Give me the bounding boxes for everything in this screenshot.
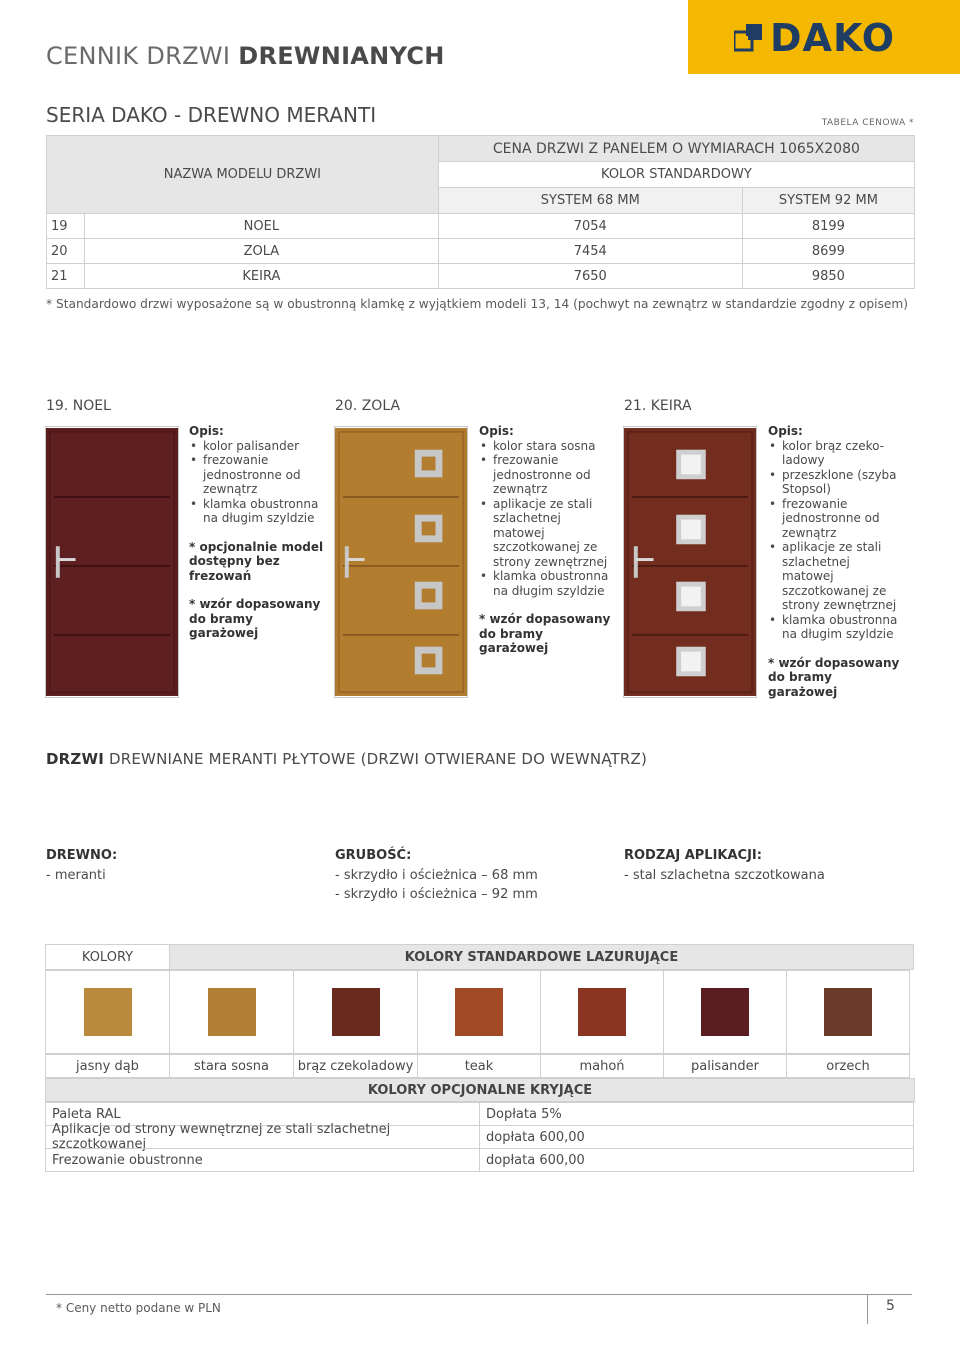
section-title-bold: DRZWI — [46, 750, 105, 768]
application-value: - stal szlachetna szczotkowana — [624, 868, 825, 883]
list-item: • aplikacje ze stali szlachetnej matowej szczotkowanej ze strony zewnętrznej — [768, 540, 903, 613]
color-swatch-braz-czekoladowy — [332, 988, 380, 1036]
color-name: jasny dąb — [45, 1054, 170, 1078]
row-price-92: 8699 — [742, 239, 914, 264]
page-number-divider — [867, 1294, 868, 1324]
list-item: • frezowanie jednostronne od zewnątrz — [189, 453, 324, 497]
door-note: * wzór dopasowany do bramy garażowej — [479, 612, 611, 655]
price-header: CENA DRZWI Z PANELEM O WYMIARACH 1065X2080 — [438, 136, 914, 162]
option-name: Frezowanie obustronne — [45, 1148, 480, 1172]
list-item: • kolor stara sosna — [479, 439, 614, 454]
color-name: brąz czekoladowy — [293, 1054, 418, 1078]
row-price-68: 7454 — [438, 239, 742, 264]
application-heading: RODZAJ APLIKACJI: — [624, 848, 762, 863]
wood-value: - meranti — [46, 868, 106, 883]
row-number: 20 — [47, 239, 85, 264]
system-92-header: SYSTEM 92 MM — [742, 188, 914, 214]
swatch-cell — [663, 970, 787, 1054]
swatch-cell — [169, 970, 294, 1054]
row-model: ZOLA — [85, 239, 439, 264]
footnote-prices: * Ceny netto podane w PLN — [56, 1301, 221, 1315]
option-price: dopłata 600,00 — [479, 1148, 914, 1172]
list-item: • kolor palisander — [189, 439, 324, 454]
door-description-keira — [768, 424, 903, 699]
door-description-noel — [189, 424, 324, 641]
table-tag: TABELA CENOWA * — [821, 118, 914, 128]
list-item: • klamka obustronna na długim szyldzie — [479, 569, 614, 598]
swatch-names-row — [46, 1055, 915, 1079]
optional-colors-header: KOLORY OPCJONALNE KRYJĄCE — [45, 1078, 915, 1102]
document-title — [46, 42, 445, 70]
color-swatch-stara-sosna — [208, 988, 256, 1036]
door-label-zola: 20. ZOLA — [335, 398, 401, 414]
thickness-value-68: - skrzydło i ościeżnica – 68 mm — [335, 868, 538, 883]
thickness-heading: GRUBOŚĆ: — [335, 848, 412, 863]
list-item: • przeszklone (szyba Stopsol) — [768, 468, 903, 497]
option-row — [46, 1122, 915, 1152]
option-row — [46, 1149, 915, 1172]
color-name: stara sosna — [169, 1054, 294, 1078]
table-row — [47, 239, 915, 264]
row-price-68: 7054 — [438, 214, 742, 239]
swatch-row — [46, 971, 915, 1055]
color-name: palisander — [663, 1054, 787, 1078]
color-name: orzech — [786, 1054, 910, 1078]
door-label-noel: 19. NOEL — [46, 398, 111, 414]
title-bold: DREWNIANYCH — [238, 42, 445, 70]
door-note: * wzór dopasowany do bramy garażowej — [768, 655, 900, 699]
list-item: • aplikacje ze stali szlachetnej matowej szczotkowanej ze strony zewnętrznej — [479, 497, 614, 570]
series-title: SERIA DAKO - DREWNO MERANTI — [46, 103, 377, 127]
option-price: dopłata 600,00 — [479, 1125, 914, 1149]
door-note: * opcjonalnie model dostępny bez frezowań — [189, 539, 324, 583]
swatch-cell — [417, 970, 541, 1054]
section-title — [46, 750, 647, 768]
color-header: KOLOR STANDARDOWY — [438, 162, 914, 188]
swatch-cell — [540, 970, 664, 1054]
opis-label: Opis: — [479, 424, 514, 438]
footer-divider — [46, 1294, 912, 1295]
door-note: * wzór dopasowany do bramy garażowej — [189, 597, 321, 640]
row-model: KEIRA — [85, 264, 439, 289]
color-name: teak — [417, 1054, 541, 1078]
list-item: • frezowanie jednostronne od zewnątrz — [768, 497, 903, 541]
option-name: Paleta RAL — [45, 1102, 480, 1126]
logo-icon — [734, 22, 766, 54]
row-model: NOEL — [85, 214, 439, 239]
standard-colors-header: KOLORY STANDARDOWE LAZURUJĄCE — [169, 944, 914, 970]
list-item: • kolor brąz czeko-ladowy — [768, 439, 903, 468]
system-68-header: SYSTEM 68 MM — [438, 188, 742, 214]
row-price-92: 8199 — [742, 214, 914, 239]
swatch-cell — [293, 970, 418, 1054]
thickness-value-92: - skrzydło i ościeżnica – 92 mm — [335, 887, 538, 902]
row-number: 21 — [47, 264, 85, 289]
color-swatch-mahon — [578, 988, 626, 1036]
door-description-zola — [479, 424, 614, 656]
opis-label: Opis: — [768, 424, 803, 438]
color-swatch-jasny-dab — [84, 988, 132, 1036]
door-image-keira — [623, 426, 757, 698]
footnote-standard: * Standardowo drzwi wyposażone są w obustronną klamkę z wyjątkiem modeli 13, 14 (pochwyt na zewnątrz w standardzie zgodny z opisem) — [46, 297, 908, 311]
color-swatch-teak — [455, 988, 503, 1036]
option-name: Aplikacje od strony wewnętrznej ze stali szlachetnej szczotkowanej — [45, 1125, 480, 1149]
door-label-keira: 21. KEIRA — [624, 398, 692, 414]
color-swatch-palisander — [701, 988, 749, 1036]
list-item: • klamka obustronna na długim szyldzie — [189, 497, 324, 526]
table-row — [47, 214, 915, 239]
color-swatch-orzech — [824, 988, 872, 1036]
logo-text: DAKO — [770, 16, 895, 60]
section-title-rest: DREWNIANE MERANTI PŁYTOWE (DRZWI OTWIERANE DO WEWNĄTRZ) — [104, 750, 648, 768]
price-table — [46, 135, 915, 289]
page-number: 5 — [886, 1298, 895, 1314]
row-price-68: 7650 — [438, 264, 742, 289]
option-price: Dopłata 5% — [479, 1102, 914, 1126]
door-image-noel — [45, 426, 179, 698]
opis-label: Opis: — [189, 424, 224, 438]
list-item: • frezowanie jednostronne od zewnątrz — [479, 453, 614, 497]
row-number: 19 — [47, 214, 85, 239]
table-row — [47, 264, 915, 289]
wood-heading: DREWNO: — [46, 848, 118, 863]
title-light: CENNIK DRZWI — [46, 42, 239, 70]
row-price-92: 9850 — [742, 264, 914, 289]
list-item: • klamka obustronna na długim szyldzie — [768, 613, 903, 642]
colors-label: KOLORY — [45, 944, 170, 970]
swatch-cell — [45, 970, 170, 1054]
colors-table — [46, 945, 915, 1172]
swatch-cell — [786, 970, 910, 1054]
door-image-zola — [334, 426, 468, 698]
model-header: NAZWA MODELU DRZWI — [47, 136, 439, 214]
color-name: mahoń — [540, 1054, 664, 1078]
